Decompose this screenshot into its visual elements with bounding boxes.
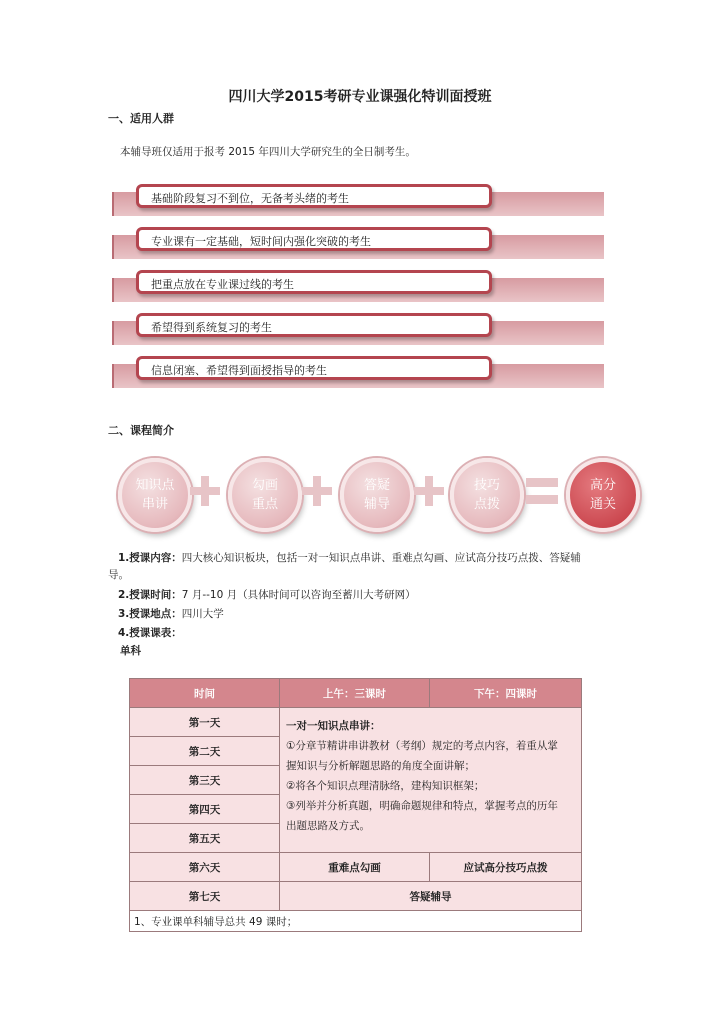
audience-label: 专业课有一定基础，短时间内强化突破的考生: [136, 227, 492, 251]
audience-label: 把重点放在专业课过线的考生: [136, 270, 492, 294]
table-note: 1、专业课单科辅导总共 49 课时；: [130, 911, 582, 932]
plus-icon: [414, 476, 444, 506]
block-line: ②将各个知识点理清脉络，建构知识框架；: [286, 780, 485, 792]
section-heading-course: 二、课程简介: [108, 424, 174, 437]
info-text: 导。: [108, 569, 129, 581]
block-content-cell: [280, 708, 582, 853]
audience-label: 信息闭塞、希望得到面授指导的考生: [136, 356, 492, 380]
day-cell: 第七天: [130, 882, 280, 911]
block-heading: 一对一知识点串讲：: [286, 720, 381, 732]
info-text: 四大核心知识板块，包括一对一知识点串讲、重难点勾画、应试高分技巧点拨、答疑辅: [181, 552, 581, 564]
table-header-row: [130, 679, 582, 708]
audience-label: 基础阶段复习不到位，无备考头绪的考生: [136, 184, 492, 208]
block-line: 出题思路及方式。: [286, 820, 370, 832]
day-cell: 第五天: [130, 824, 280, 853]
flow-circle-highlight: 勾画 重点: [228, 458, 302, 532]
day6-afternoon-cell: 应试高分技巧点拨: [430, 853, 582, 882]
flow-circle-knowledge: 知识点 串讲: [118, 458, 192, 532]
info-text: 7 月--10 月（具体时间可以咨询至蓄川大考研网）: [181, 589, 416, 601]
day7-cell: 答疑辅导: [280, 882, 582, 911]
info-item-content: [118, 550, 598, 565]
scope-text: 本辅导班仅适用于报考 2015 年四川大学研究生的全日制考生。: [120, 146, 416, 158]
info-label: 单科: [120, 645, 141, 657]
page-title: 四川大学2015考研专业课强化特训面授班: [228, 89, 492, 105]
day-cell: 第六天: [130, 853, 280, 882]
header-time: 时间: [130, 679, 280, 708]
info-item-schedule: [118, 625, 182, 640]
flow-circle-skills: 技巧 点拨: [450, 458, 524, 532]
table-row: [130, 882, 582, 911]
info-item-time: [118, 587, 416, 602]
flow-circle-result: 高分 通关: [566, 458, 640, 532]
table-row: [130, 708, 582, 737]
day-cell: 第三天: [130, 766, 280, 795]
block-line: ③列举并分析真题，明确命题规律和特点，掌握考点的历年: [286, 800, 558, 812]
section-heading-audience: 一、适用人群: [108, 112, 174, 125]
table-note-row: [130, 911, 582, 932]
block-line: ①分章节精讲串讲教材（考纲）规定的考点内容，着重从掌: [286, 740, 558, 752]
flow-circle-qa: 答疑 辅导: [340, 458, 414, 532]
block-line: 握知识与分析解题思路的角度全面讲解；: [286, 760, 475, 772]
plus-icon: [190, 476, 220, 506]
day-cell: 第四天: [130, 795, 280, 824]
info-label: 2.授课时间：: [118, 589, 182, 601]
info-text: 四川大学: [181, 608, 224, 620]
day-cell: 第二天: [130, 737, 280, 766]
audience-label: 希望得到系统复习的考生: [136, 313, 492, 337]
day-cell: 第一天: [130, 708, 280, 737]
info-label: 4.授课课表：: [118, 627, 182, 639]
day6-morning-cell: 重难点勾画: [280, 853, 430, 882]
header-afternoon: 下午：四课时: [430, 679, 582, 708]
header-morning: 上午：三课时: [280, 679, 430, 708]
equals-icon: [526, 478, 558, 504]
table-row: [130, 853, 582, 882]
info-label: 1.授课内容：: [118, 552, 182, 564]
info-item-single-subject: [120, 643, 141, 658]
info-label: 3.授课地点：: [118, 608, 182, 620]
schedule-table: [129, 678, 582, 932]
info-item-content-cont: [108, 567, 129, 582]
info-item-location: [118, 606, 224, 621]
plus-icon: [302, 476, 332, 506]
